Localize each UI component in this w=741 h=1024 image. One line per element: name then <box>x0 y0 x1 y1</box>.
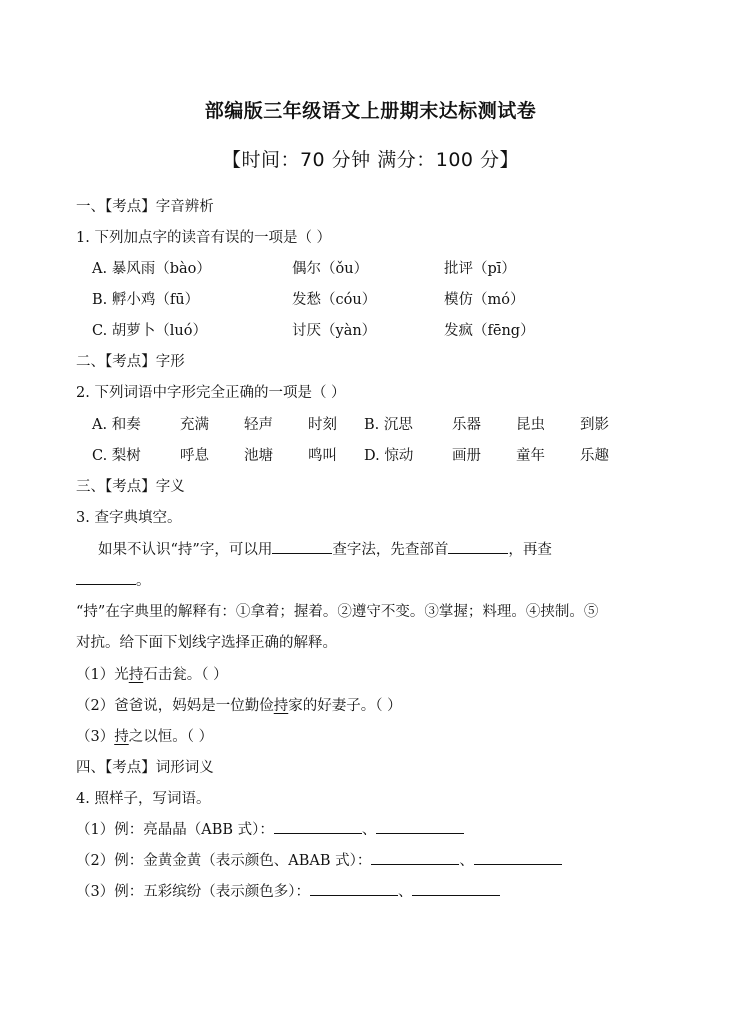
q3-item-text: 之以恒。（ ） <box>128 729 214 745</box>
q2-word: 时刻 <box>308 417 337 433</box>
section-4-heading: 四、【考点】词形词义 <box>76 760 214 776</box>
section-3-heading: 三、【考点】字义 <box>76 479 185 495</box>
q4-item-text: （2）例：金黄金黄（表示颜色、ABAB 式）： <box>76 853 372 869</box>
separator: 、 <box>459 853 474 869</box>
q2-word: 池塘 <box>244 448 273 464</box>
answer-blank[interactable] <box>310 881 398 896</box>
q2-word: C. 梨树 <box>92 448 141 464</box>
q2-word: D. 惊动 <box>364 448 414 464</box>
fill-in-line <box>98 538 552 559</box>
definition-text-2: 对抗。给下面下划线字选择正确的解释。 <box>76 635 337 651</box>
underlined-char: 持 <box>128 667 144 683</box>
exam-time-score: 【时间：70 分钟 满分：100 分】 <box>221 149 520 171</box>
answer-blank[interactable] <box>272 539 332 554</box>
answer-blank[interactable] <box>376 819 464 834</box>
q2-word: B. 沉思 <box>364 417 413 433</box>
question-4: 4. 照样子，写词语。 <box>76 791 211 807</box>
q2-word: 轻声 <box>244 417 273 433</box>
fill-text-end: 。 <box>136 573 151 589</box>
q3-item-text: （1）光 <box>76 667 129 683</box>
question-2: 2. 下列词语中字形完全正确的一项是（ ） <box>76 385 346 401</box>
q3-item-2 <box>76 694 402 715</box>
q1-option-c-3: 发疯（fēng） <box>444 323 535 339</box>
q1-option-c-1: C. 胡萝卜（luó） <box>92 323 208 339</box>
q1-option-b-3: 模仿（mó） <box>444 292 525 308</box>
underlined-char: 持 <box>273 698 289 714</box>
q4-item-text: （3）例：五彩缤纷（表示颜色多）： <box>76 884 310 900</box>
q4-item-1 <box>76 818 464 839</box>
q2-word: 鸣叫 <box>308 448 337 464</box>
answer-blank[interactable] <box>76 570 136 585</box>
q2-word: 乐趣 <box>580 448 609 464</box>
q3-item-1 <box>76 663 228 684</box>
fill-text-b: 查字法，先查部首 <box>332 542 449 558</box>
answer-blank[interactable] <box>412 881 500 896</box>
answer-blank[interactable] <box>448 539 508 554</box>
q4-item-3 <box>76 880 500 901</box>
fill-text-c: ，再查 <box>508 542 552 558</box>
q4-item-2 <box>76 849 562 870</box>
definition-text-1: “持”在字典里的解释有：①拿着；握着。②遵守不变。③掌握；料理。④挟制。⑤ <box>76 604 599 620</box>
q4-item-text: （1）例：亮晶晶（ABB 式）： <box>76 822 274 838</box>
question-1: 1. 下列加点字的读音有误的一项是（ ） <box>76 230 332 246</box>
underlined-char: 持 <box>114 729 129 745</box>
answer-blank[interactable] <box>371 850 459 865</box>
q3-item-3 <box>76 725 213 746</box>
answer-blank[interactable] <box>474 850 562 865</box>
answer-blank[interactable] <box>274 819 362 834</box>
q2-word: 童年 <box>516 448 545 464</box>
q1-option-c-2: 讨厌（yàn） <box>292 323 377 339</box>
q2-word: 充满 <box>180 417 209 433</box>
q2-word: 乐器 <box>452 417 481 433</box>
q3-item-text: （3） <box>76 729 115 745</box>
q3-item-text: 家的好妻子。（ ） <box>288 698 402 714</box>
q2-word: 画册 <box>452 448 481 464</box>
q1-option-a-1: A. 暴风雨（bào） <box>92 261 211 277</box>
separator: 、 <box>397 884 413 900</box>
fill-in-line-end <box>76 569 151 590</box>
exam-title: 部编版三年级语文上册期末达标测试卷 <box>204 100 537 122</box>
q1-option-a-2: 偶尔（ǒu） <box>292 261 369 277</box>
q3-item-text: （2）爸爸说，妈妈是一位勤俭 <box>76 698 274 714</box>
q1-option-a-3: 批评（pī） <box>444 261 516 277</box>
q2-word: 呼息 <box>180 448 209 464</box>
section-1-heading: 一、【考点】字音辨析 <box>76 199 214 215</box>
q3-item-text: 石击瓮。（ ） <box>143 667 228 683</box>
q2-word: A. 和奏 <box>92 417 141 433</box>
section-2-heading: 二、【考点】字形 <box>76 354 185 370</box>
fill-text-a: 如果不认识“持”字，可以用 <box>98 542 273 558</box>
q1-option-b-2: 发愁（cóu） <box>292 292 377 308</box>
q2-word: 昆虫 <box>516 417 545 433</box>
q2-word: 到影 <box>580 417 609 433</box>
q1-option-b-1: B. 孵小鸡（fū） <box>92 292 200 308</box>
question-3: 3. 查字典填空。 <box>76 510 182 526</box>
separator: 、 <box>361 822 377 838</box>
